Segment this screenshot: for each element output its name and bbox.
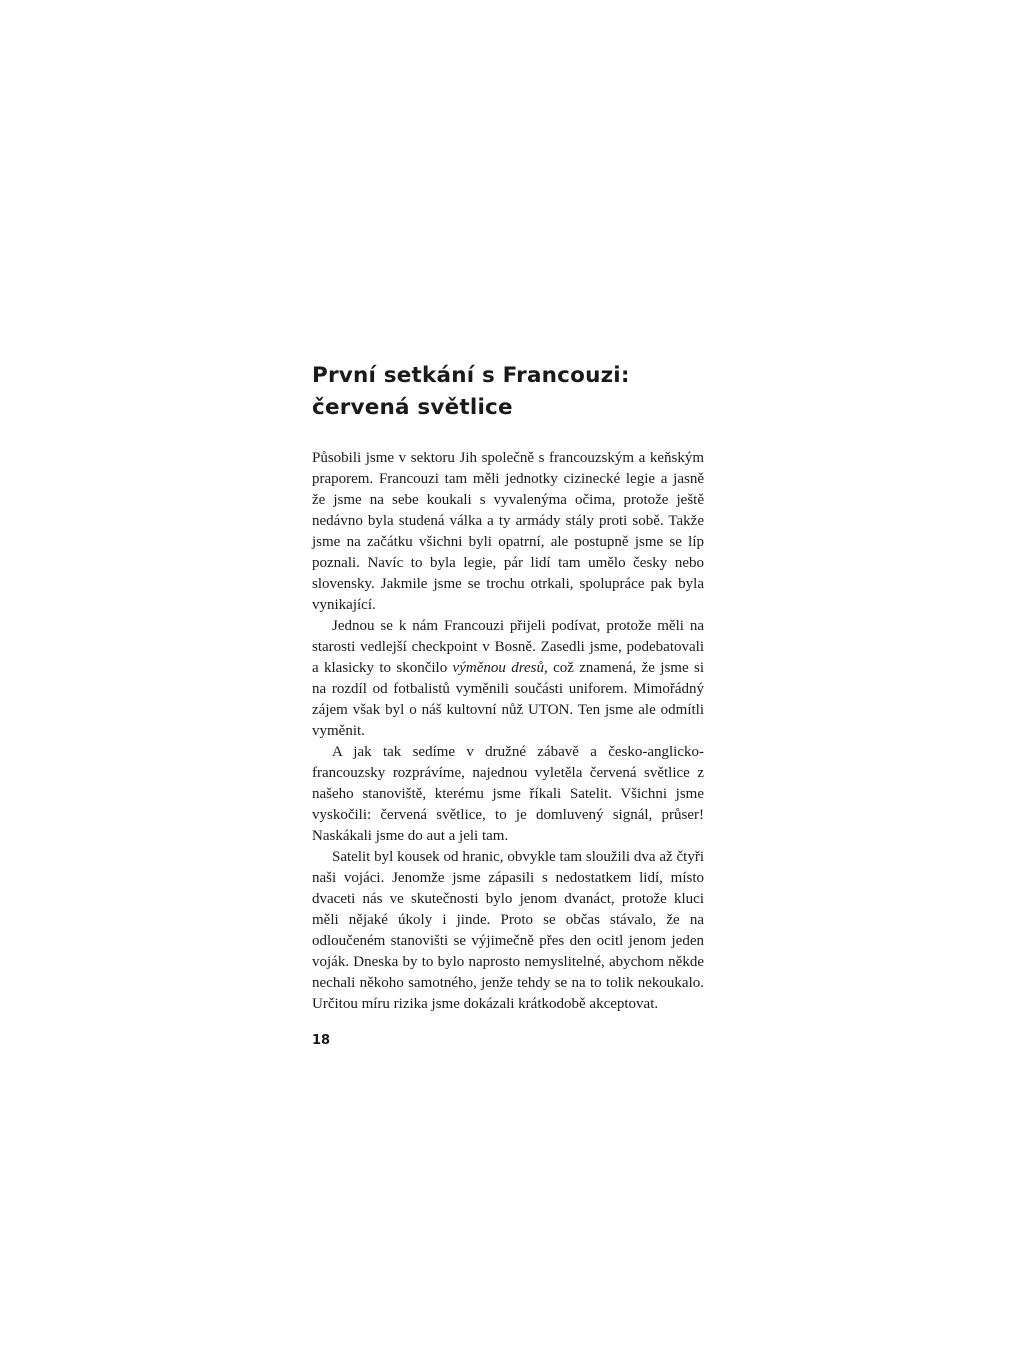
paragraph-3: A jak tak sedíme v družné zábavě a česko-anglicko-francouzsky rozprávíme, najednou vyletěla červená světlice z našeho stanoviště, kterému jsme říkali Satelit. Všichni jsme vyskočili: červená světlice, to je domluvený signál, průser! Naskákali jsme do aut a jeli tam.: [312, 744, 704, 844]
paragraph-2-text-before: Jednou se k nám Francouzi přijeli podívat, protože měli na starosti vedlejší checkpoint v Bosně. Zasedli jsme, podebatovali a klasicky to skončilo: [312, 618, 704, 676]
paragraph-2: [312, 616, 704, 742]
paragraph-1: Působili jsme v sektoru Jih společně s francouzským a keňským praporem. Francouzi tam měli jednotky cizinecké legie a jasně že jsme na sebe koukali s vyvalenýma očima, protože ještě nedávno byla studená válka a ty armády stály proti sobě. Takže jsme na začátku všichni byli opatrní, ale postupně jsme se líp poznali. Navíc to byla legie, pár lidí tam umělo česky nebo slovensky. Jakmile jsme se trochu otrkali, spolupráce pak byla vynikající.: [312, 450, 704, 613]
body-text: [312, 448, 704, 1015]
paragraph-2-text-after: , což znamená, že jsme si na rozdíl od fotbalistů vyměnili součásti uniforem. Mimořádný zájem však byl o náš kultovní nůž UTON. Ten jsme ale odmítli vyměnit.: [312, 660, 704, 739]
chapter-heading-line-2: červená světlice: [312, 395, 513, 420]
chapter-heading-line-1: První setkání s Francouzi:: [312, 363, 630, 388]
chapter-heading: [312, 360, 732, 424]
paragraph-4: Satelit byl kousek od hranic, obvykle tam sloužili dva až čtyři naši vojáci. Jenomže jsme zápasili s nedostatkem lidí, místo dvaceti nás ve skutečnosti bylo jenom dvanáct, protože kluci měli nějaké úkoly i jinde. Proto se občas stávalo, že na odloučeném stanovišti se výjimečně přes den ocitl jenom jeden voják. Dneska by to bylo naprosto nemyslitelné, abychom někde nechali někoho samotného, jenže tehdy se na to tolik nekoukalo. Určitou míru rizika jsme dokázali krátkodobě akceptovat.: [312, 849, 704, 1012]
paragraph-2-italic-phrase: výměnou dresů: [452, 660, 544, 676]
page-number: 18: [312, 1033, 331, 1048]
